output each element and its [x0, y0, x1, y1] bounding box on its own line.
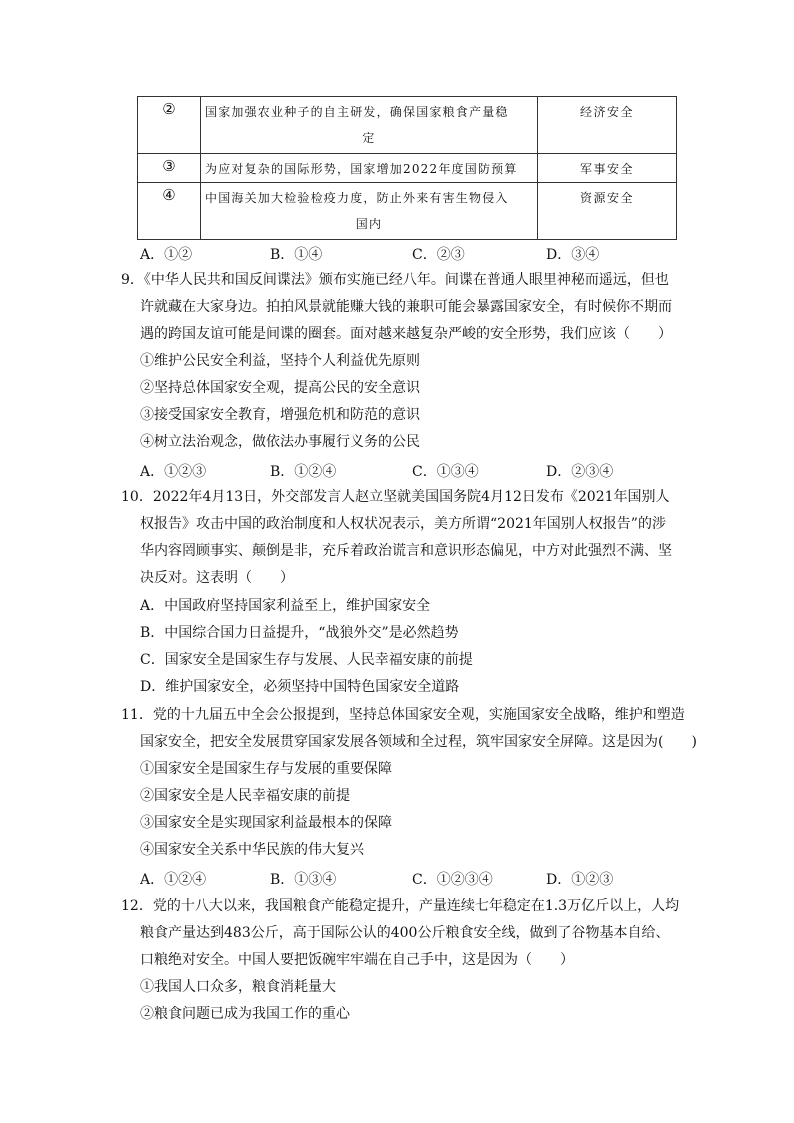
q10-choice[interactable]: D．维护国家安全，必须坚持中国特色国家安全道路	[140, 679, 460, 695]
table-row	[138, 154, 677, 183]
q9-item: ③接受国家安全教育，增强危机和防范的意识	[140, 407, 420, 423]
q9-item: ②坚持总体国家安全观，提高公民的安全意识	[140, 380, 420, 396]
table-row	[138, 97, 677, 154]
option-d[interactable]: D．①②③	[546, 872, 614, 888]
option-a[interactable]: A．①②	[140, 247, 193, 263]
row-text-line: 国家加强农业种子的自主研发，确保国家粮食产量稳	[205, 105, 509, 119]
q12-item: ②粮食问题已成为我国工作的重心	[140, 1006, 350, 1022]
row-text-line: 定	[362, 131, 376, 145]
q10-choice[interactable]: C．国家安全是国家生存与发展、人民幸福安康的前提	[140, 652, 473, 668]
q12-stem-line: 口粮绝对安全。中国人要把饭碗牢牢端在自己手中，这是因为（ ）	[140, 952, 574, 968]
table-row	[138, 183, 677, 240]
security-table	[137, 96, 677, 240]
row-category: 经济安全	[538, 97, 677, 154]
option-b[interactable]: B．①③④	[270, 872, 337, 888]
q11-item: ③国家安全是实现国家利益最根本的保障	[140, 815, 392, 831]
option-d[interactable]: D．②③④	[546, 464, 614, 480]
option-a[interactable]: A．①②③	[140, 464, 207, 480]
row-text	[201, 183, 538, 240]
q11-item: ②国家安全是人民幸福安康的前提	[140, 788, 350, 804]
row-text-line: 国内	[355, 217, 383, 231]
row-text	[201, 97, 538, 154]
row-number: ②	[138, 97, 201, 154]
row-number: ③	[138, 154, 201, 183]
q11-item: ①国家安全是国家生存与发展的重要保障	[140, 761, 392, 777]
q10-stem-line: 华内容罔顾事实、颠倒是非，充斥着政治谎言和意识形态偏见，中方对此强烈不满、坚	[140, 543, 672, 559]
row-text-line: 为应对复杂的国际形势，国家增加2022年度国防预算	[205, 162, 518, 176]
q9-item: ④树立法治观念，做依法办事履行义务的公民	[140, 434, 420, 450]
row-text-line: 中国海关加大检验检疫力度，防止外来有害生物侵入	[205, 191, 509, 205]
q11-item: ④国家安全关系中华民族的伟大复兴	[140, 842, 364, 858]
row-number: ④	[138, 183, 201, 240]
option-d[interactable]: D．③④	[546, 247, 600, 263]
q11-stem-line: 11．党的十九届五中全会公报提到，坚持总体国家安全观，实施国家安全战略，维护和塑造	[121, 707, 685, 723]
option-b[interactable]: B．①②④	[270, 464, 337, 480]
q12-stem-line: 粮食产量达到483公斤，高于国际公认的400公斤粮食安全线，做到了谷物基本自给、	[140, 925, 670, 941]
option-b[interactable]: B．①④	[270, 247, 323, 263]
q10-choice[interactable]: A．中国政府坚持国家利益至上，维护国家安全	[140, 598, 431, 614]
option-a[interactable]: A．①②④	[140, 872, 207, 888]
option-c[interactable]: C．①②③④	[412, 872, 493, 888]
row-text	[201, 154, 538, 183]
q9-stem-line: 9．《中华人民共和国反间谍法》颁布实施已经八年。间谍在普通人眼里神秘而遥远，但也	[121, 272, 669, 288]
row-category: 资源安全	[538, 183, 677, 240]
q12-item: ①我国人口众多，粮食消耗量大	[140, 979, 336, 995]
q10-stem-line: 决反对。这表明（ ）	[140, 570, 294, 586]
row-category: 军事安全	[538, 154, 677, 183]
q10-choice[interactable]: B．中国综合国力日益提升，“战狼外交”是必然趋势	[140, 625, 459, 641]
q9-stem-line: 许就藏在大家身边。拍拍风景就能赚大钱的兼职可能会暴露国家安全，有时候你不期而	[140, 299, 672, 315]
q12-stem-line: 12．党的十八大以来，我国粮食产能稳定提升，产量连续七年稳定在1.3万亿斤以上，人均	[121, 898, 680, 914]
q9-stem-line: 遇的跨国友谊可能是间谍的圈套。面对越来越复杂严峻的安全形势，我们应该（ ）	[140, 326, 672, 342]
option-c[interactable]: C．②③	[412, 247, 465, 263]
q11-stem-line: 国家安全，把安全发展贯穿国家发展各领域和全过程，筑牢国家安全屏障。这是因为( )	[140, 734, 697, 750]
q10-stem-line: 10．2022年4月13日，外交部发言人赵立坚就美国国务院4月12日发布《2021年国别人	[121, 489, 670, 505]
q9-item: ①维护公民安全利益，坚持个人利益优先原则	[140, 353, 420, 369]
q10-stem-line: 权报告》攻击中国的政治制度和人权状况表示，美方所谓“2021年国别人权报告”的涉	[140, 516, 666, 532]
option-c[interactable]: C．①③④	[412, 464, 479, 480]
